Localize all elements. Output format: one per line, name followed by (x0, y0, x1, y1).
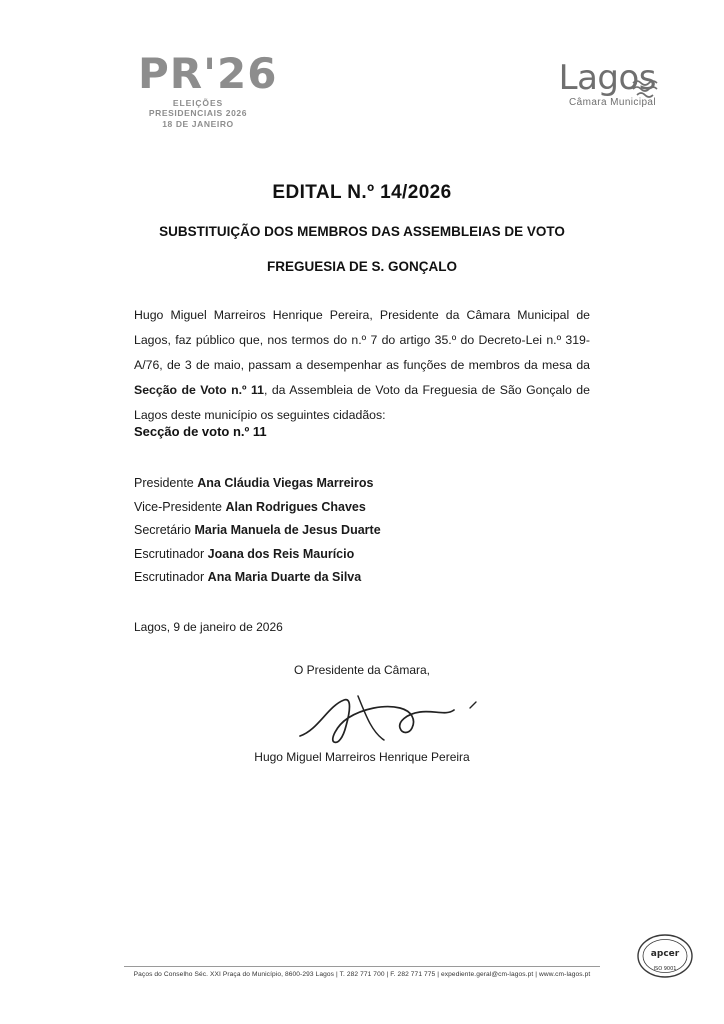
document-header (0, 49, 724, 142)
section-heading: Secção de voto n.º 11 (134, 424, 267, 439)
election-logo-line2: PRESIDENCIAIS 2026 (148, 108, 248, 118)
member-name: Alan Rodrigues Chaves (225, 499, 366, 514)
member-name: Ana Maria Duarte da Silva (207, 570, 362, 584)
list-item (134, 496, 594, 520)
members-list (134, 472, 594, 590)
footer-address: Paços do Conselho Séc. XXI Praça do Município, 8600-293 Lagos | T. 282 771 700 | F. 282 771 775 | expediente.geral@cm-lagos.pt | www.cm-lagos.pt (133, 971, 591, 978)
footer-divider (124, 966, 600, 967)
document-body-paragraph (134, 303, 590, 428)
document-subtitle-parish: FREGUESIA DE S. GONÇALO (266, 259, 457, 274)
body-bold-section: Secção de Voto n.º 11 (134, 383, 264, 397)
municipality-logo-subtitle: Câmara Municipal (569, 97, 656, 108)
member-role: Vice-Presidente (134, 499, 223, 514)
body-part-1: Hugo Miguel Marreiros Henrique Pereira, Presidente da Câmara Municipal de Lagos, faz público que, nos termos do n.º 7 do artigo 35.º do Decreto-Lei n.º 319-A/76, de 3 de maio, passam a desempenhar as funções de membros da mesa da (134, 308, 590, 372)
place-and-date: Lagos, 9 de janeiro de 2026 (134, 620, 283, 634)
member-role: Secretário (134, 523, 191, 537)
member-name: Ana Cláudia Viegas Marreiros (197, 476, 374, 490)
page-title: EDITAL N.º 14/2026 (272, 182, 452, 203)
member-name: Maria Manuela de Jesus Duarte (194, 523, 381, 537)
signature-icon (288, 686, 498, 754)
member-role: Escrutinador (134, 570, 205, 584)
election-logo-title: PR'26 (138, 49, 278, 98)
document-subtitle: SUBSTITUIÇÃO DOS MEMBROS DAS ASSEMBLEIAS DE VOTO (159, 224, 565, 239)
list-item (134, 519, 594, 543)
municipality-logo-name: Lagos (558, 58, 656, 98)
list-item (134, 566, 594, 590)
election-logo-line3: 18 DE JANEIRO (162, 119, 234, 129)
member-role: Escrutinador (134, 546, 205, 561)
body-part-2: , da Assembleia de Voto da Freguesia de São Gonçalo de Lagos deste município os seguintes cidadãos: (134, 383, 590, 422)
member-role: Presidente (134, 476, 194, 490)
waves-icon (632, 78, 658, 98)
member-name: Joana dos Reis Maurício (207, 546, 355, 561)
list-item (134, 472, 594, 496)
election-logo (138, 49, 318, 130)
svg-text:apcer: apcer (650, 949, 680, 959)
signature-label: O Presidente da Câmara, (293, 663, 431, 677)
signature-name: Hugo Miguel Marreiros Henrique Pereira (254, 750, 470, 764)
election-logo-line1: ELEIÇÕES (172, 98, 224, 108)
list-item (134, 543, 594, 567)
svg-text:ISO 9001: ISO 9001 (653, 966, 677, 972)
